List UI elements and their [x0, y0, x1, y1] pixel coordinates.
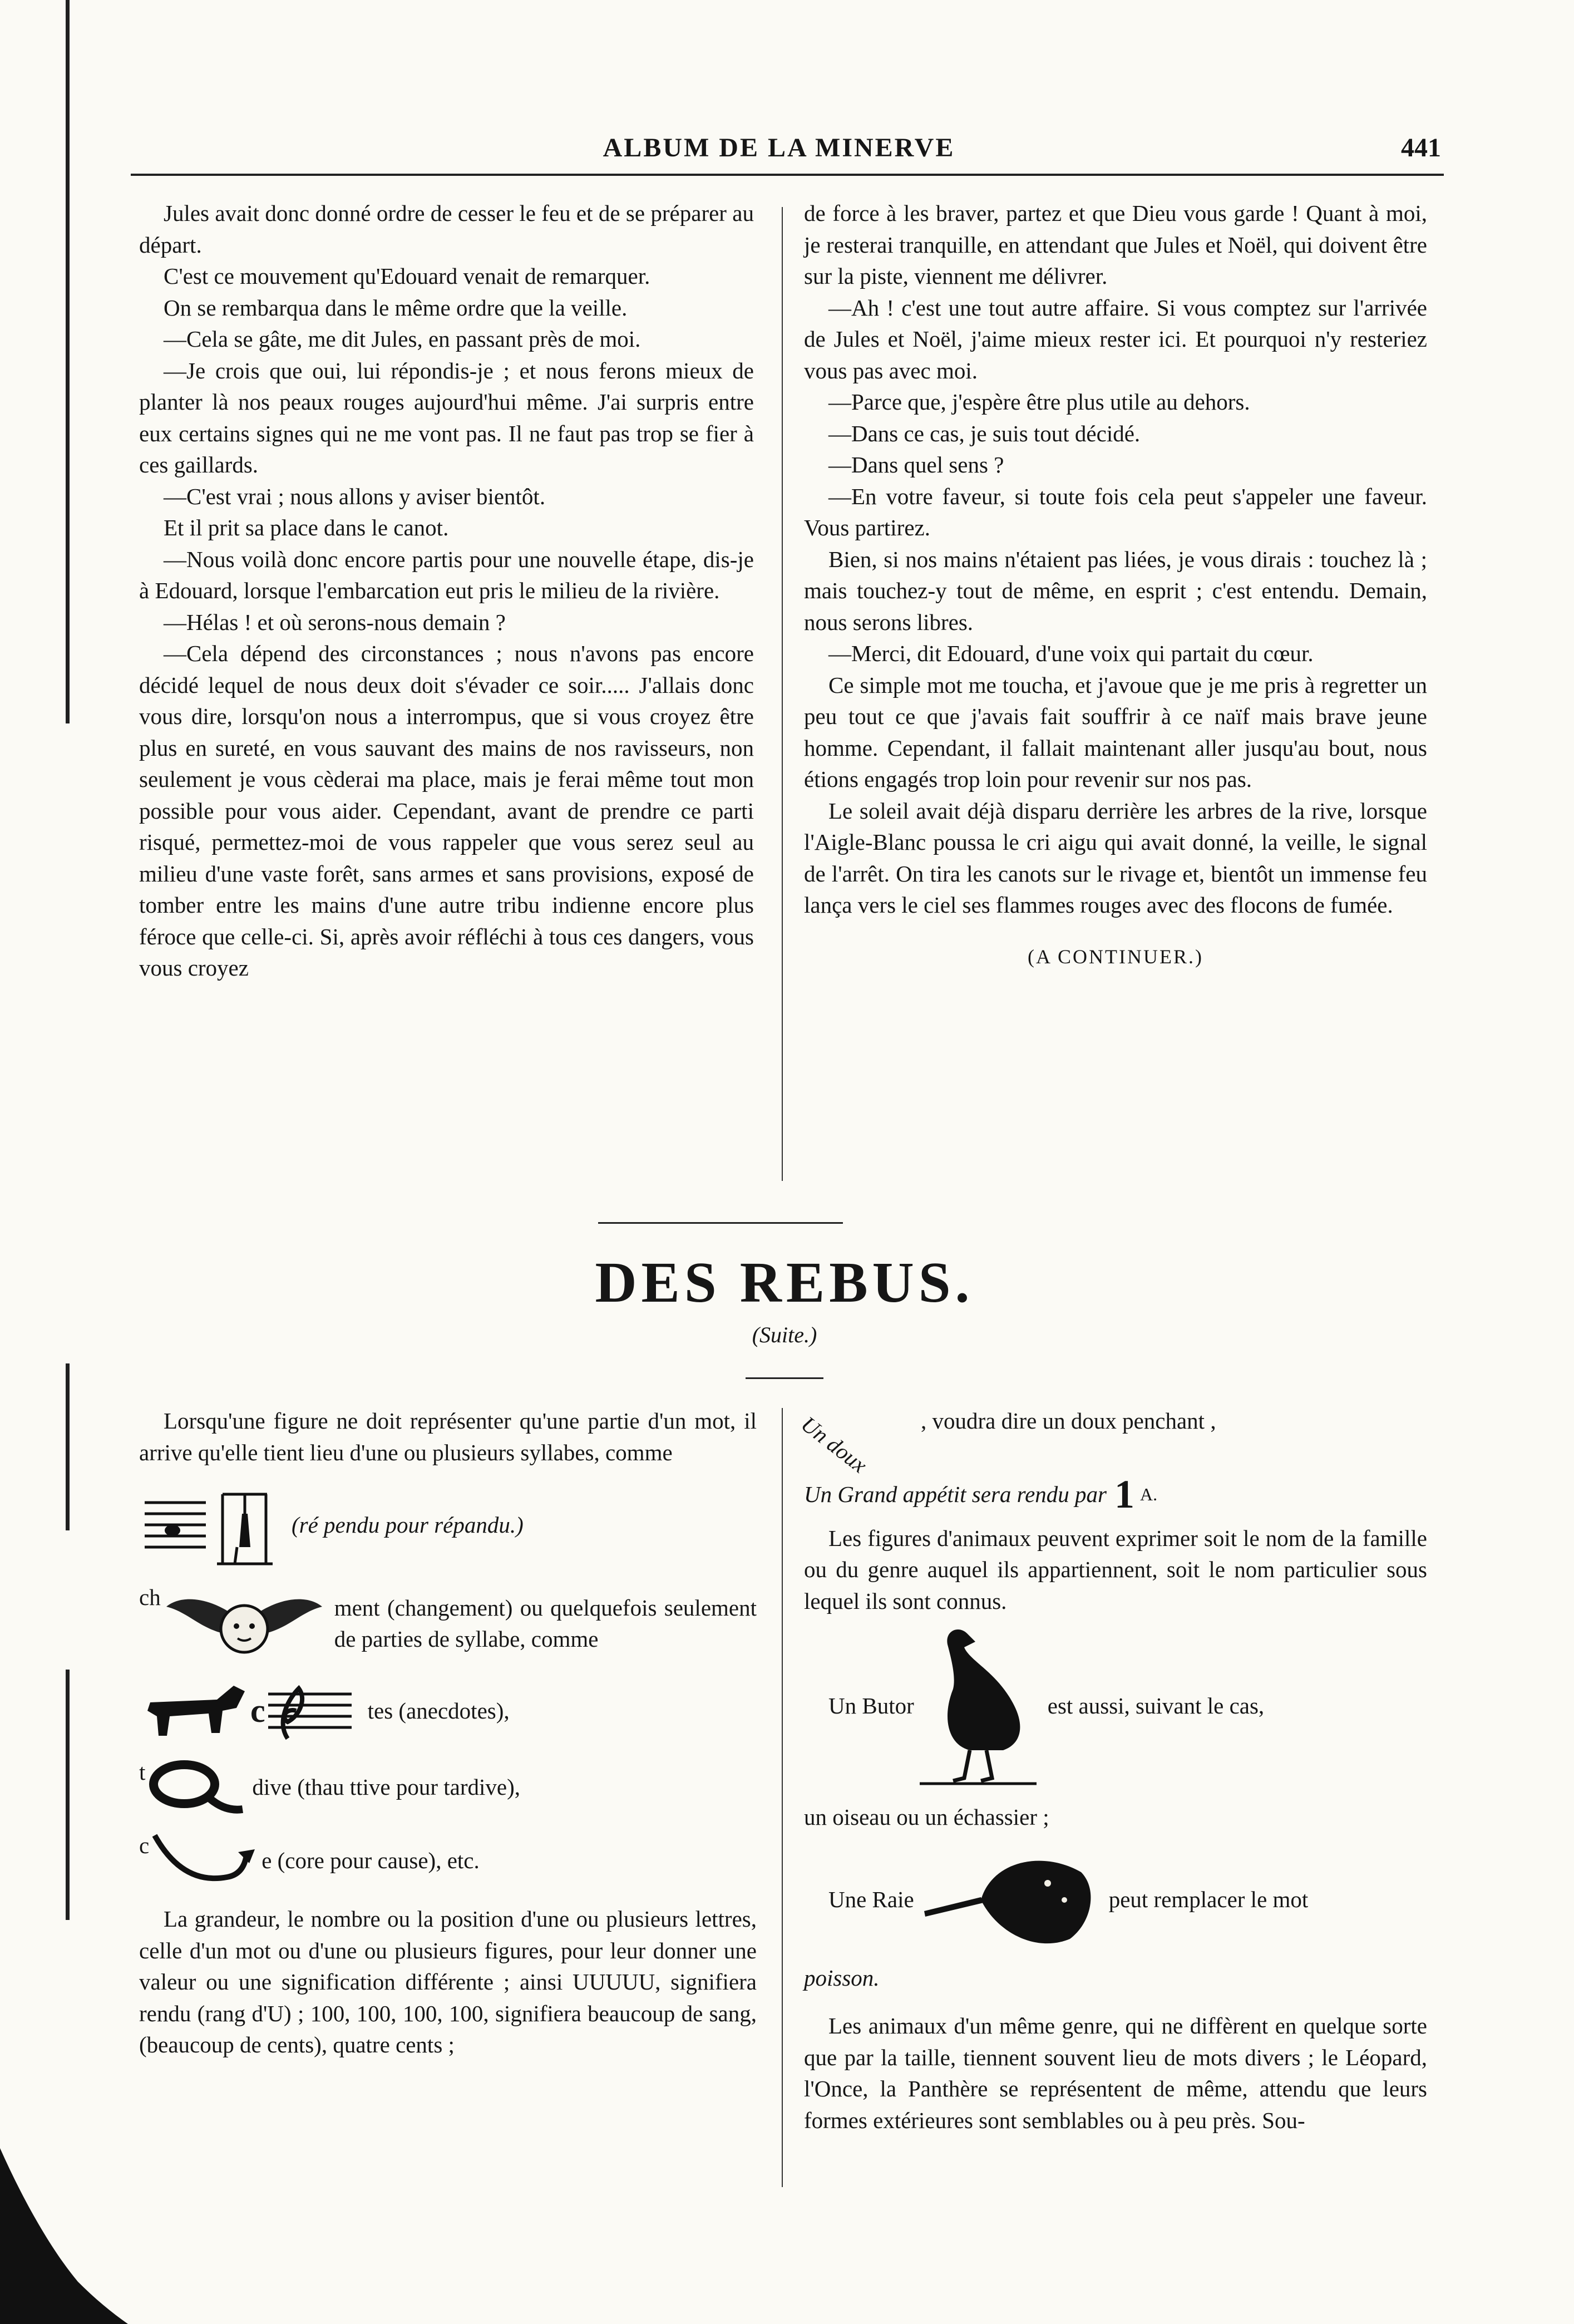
paragraph: Jules avait donc donné ordre de cesser le feu et de se préparer au départ.	[139, 200, 754, 258]
rebus-example-butor	[804, 1622, 1427, 1789]
section-separator	[598, 1222, 843, 1224]
paragraph: —Cela se gâte, me dit Jules, en passant près de moi.	[164, 326, 641, 352]
paragraph: C'est ce mouvement qu'Edouard venait de remarquer.	[164, 263, 650, 289]
rebus-example-anecdotes	[139, 1677, 757, 1744]
rebus-caption: Une Raie	[828, 1887, 914, 1913]
angel-head-icon	[161, 1582, 328, 1665]
rebus-example-appetit	[804, 1472, 1427, 1516]
paragraph: —Nous voilà donc encore partis pour une nouvelle étape, dis-je à Edouard, lorsque l'embarcation eut pris le milieu de la rivière.	[139, 546, 754, 603]
rebus-example-doux	[796, 1405, 1427, 1478]
page-edge-line	[66, 1363, 70, 1530]
rebus-caption: est aussi, suivant le cas,	[1047, 1692, 1265, 1719]
music-staff-gallows-icon	[139, 1480, 278, 1569]
header-rule	[131, 174, 1444, 176]
rebus-caption: tes (anecdotes),	[367, 1697, 510, 1724]
paragraph: On se rembarqua dans le même ordre que la veille.	[164, 294, 628, 321]
rebus-text: c	[250, 1692, 265, 1729]
paragraph: —Cela dépend des circonstances ; nous n'avons pas encore décidé lequel de nous deux doit s'évader ce soir..... J'allais donc vous dire, lorsqu'on nous a interrompus, que si vous croyez être plus en sureté, en vous sauvant des mains de nos ravisseurs, non seulement je vous cèderai ma place, mais je ferai même tout mon possible pour vous aider. Cependant, avant de prendre ce parti risqué, permettez-moi de vous rappeler que vous serez seul au milieu d'une vaste forêt, sans armes et sans provisions, exposé de tomber entre les mains d'une autre tribu indienne encore plus féroce que celle-ci. Si, après avoir réfléchi à tous ces dangers, vous vous croyez	[139, 641, 754, 981]
page-number: 441	[1401, 133, 1441, 163]
paragraph: —Ah ! c'est une tout autre affaire. Si vous comptez sur l'arrivée de Jules et Noël, j'aime mieux rester ici. Et pourquoi n'y resteriez vous pas avec moi.	[804, 294, 1427, 383]
paragraph: Les figures d'animaux peuvent exprimer soit le nom de la famille ou du genre auquel ils appartiennent, soit le nom particulier sous lequel ils sont connus.	[804, 1525, 1427, 1614]
rebus-text: t	[139, 1759, 146, 1785]
ray-fish-icon	[914, 1850, 1103, 1950]
section-title: DES REBUS.	[595, 1250, 974, 1314]
paragraph: Le soleil avait déjà disparu derrière les arbres de la rive, lorsque l'Aigle-Blanc poussa le cri aigu qui avait donné, la veille, le signal de l'arrêt. On tira les canots sur le rivage et, bientôt un immense feu lança vers le ciel ses flammes rouges avec des flocons de fumée.	[804, 797, 1427, 918]
rebus-text: poisson.	[804, 1964, 880, 1991]
rebus-caption: e (core pour cause), etc.	[261, 1847, 480, 1873]
page-edge-line	[66, 1670, 70, 1920]
corner-shadow	[0, 2115, 128, 2324]
rebus-column-right	[796, 1405, 1427, 2136]
rebus-example-raie	[804, 1850, 1427, 1950]
rebus-caption: Un Grand appétit sera rendu par	[804, 1481, 1107, 1507]
rebus-letter: A.	[1140, 1484, 1158, 1504]
rebus-example-changement	[139, 1582, 757, 1665]
rebus-caption: ment (changement) ou quelquefois seulement de parties de syllabe, comme	[334, 1594, 757, 1652]
story-column-left	[139, 198, 754, 984]
rebus-caption: , voudra dire un doux penchant ,	[921, 1408, 1216, 1434]
rebus-caption: peut remplacer le mot	[1108, 1887, 1309, 1913]
rotated-text: Un doux	[796, 1411, 872, 1478]
paragraph: —Merci, dit Edouard, d'une voix qui partait du cœur.	[828, 641, 1314, 666]
rebus-example-cause	[139, 1830, 757, 1891]
rebus-text: un oiseau ou un échassier ;	[804, 1804, 1049, 1830]
rebus-caption: Un Butor	[828, 1692, 914, 1719]
subtitle-rule	[746, 1377, 823, 1379]
rebus-caption: dive (thau ttive pour tardive),	[252, 1774, 520, 1800]
paragraph: La grandeur, le nombre ou la position d'une ou plusieurs lettres, celle d'un mot ou d'une ou plusieurs figures, pour leur donner une valeur ou une signification différente ; ainsi UUUUU, signifiera rendu (rang d'U) ; 100, 100, 100, 100, signifiera beaucoup de sang, (beaucoup de cents), quatre cents ;	[139, 1906, 757, 2057]
paragraph: —C'est vrai ; nous allons y aviser bientôt.	[164, 483, 546, 509]
paragraph: —Dans ce cas, je suis tout décidé.	[828, 420, 1141, 446]
paragraph: —Hélas ! et où serons-nous demain ?	[164, 609, 506, 635]
rebus-figure: 1	[1114, 1472, 1134, 1516]
rebus-text: c	[139, 1833, 150, 1858]
paragraph: —Dans quel sens ?	[828, 452, 1004, 477]
paragraph: Bien, si nos mains n'étaient pas liées, je vous dirais : touchez là ; mais touchez-y tout de même, en esprit ; c'est entendu. Demain, nous serons libres.	[804, 546, 1427, 635]
bittern-bird-icon	[914, 1622, 1042, 1789]
coiled-rope-icon	[145, 1756, 245, 1818]
paragraph: —Je crois que oui, lui répondis-je ; et nous ferons mieux de planter là nos peaux rouges aujourd'hui même. J'ai surpris entre eux certains signes qui ne me vont pas. Il ne faut pas trop se fier à ces gaillards.	[139, 357, 754, 477]
page-edge-line	[66, 0, 70, 723]
rebus-caption: (ré pendu pour répandu.)	[292, 1511, 524, 1538]
rebus-example-tardive	[139, 1756, 757, 1818]
story-column-right	[804, 198, 1427, 972]
paragraph: Lorsqu'une figure ne doit représenter qu'une partie d'un mot, il arrive qu'elle tient lieu d'une ou plusieurs syllabes, comme	[139, 1408, 757, 1465]
column-divider-top	[782, 207, 783, 1181]
music-clef-staff-icon	[265, 1677, 354, 1744]
paragraph: —En votre faveur, si toute fois cela peut s'appeler une faveur. Vous partirez.	[804, 483, 1427, 540]
paragraph: Les animaux d'un même genre, qui ne diffèrent en quelque sorte que par la taille, tiennent souvent lieu de mots divers ; le Léopard, l'Once, la Panthère se représentent de même, attendu que leurs formes extérieures sont semblables ou à peu près. Sou-	[804, 2013, 1427, 2133]
section-subtitle: (Suite.)	[752, 1322, 817, 1347]
paragraph: de force à les braver, partez et que Dieu vous garde ! Quant à moi, je resterai tranquille, en attendant que Jules et Noël, qui doivent être sur la piste, viennent me délivrer.	[804, 200, 1427, 289]
continue-note: (A CONTINUER.)	[1028, 945, 1203, 968]
paragraph: —Parce que, j'espère être plus utile au dehors.	[828, 389, 1250, 415]
paragraph: Et il prit sa place dans le canot.	[164, 515, 449, 540]
rebus-text: ch	[139, 1584, 161, 1610]
column-divider-bottom	[782, 1408, 783, 2187]
page-header-title: ALBUM DE LA MINERVE	[603, 133, 955, 163]
horn-icon	[149, 1830, 255, 1891]
rebus-example-rependu	[139, 1480, 757, 1569]
donkey-icon	[139, 1677, 250, 1744]
paragraph: Ce simple mot me toucha, et j'avoue que je me pris à regretter un peu tout ce que j'avais fait souffrir à ce naïf mais brave jeune homme. Cependant, il fallait maintenant aller jusqu'au bout, nous étions engagés trop loin pour revenir sur nos pas.	[804, 672, 1427, 792]
rebus-column-left	[139, 1405, 757, 2061]
